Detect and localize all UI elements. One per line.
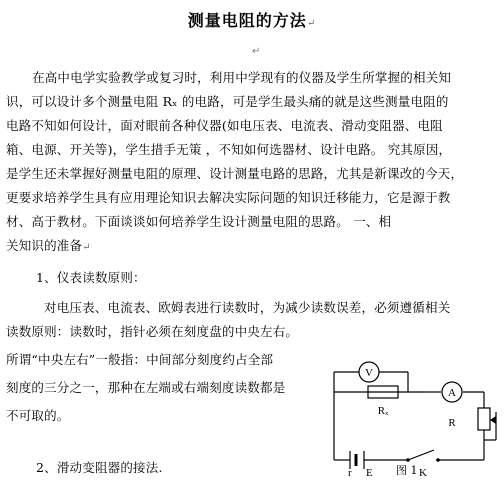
ammeter-label: A [448, 387, 456, 399]
paragraph-line: 刻度的三分之一，那种在左端或右端刻度读数都是 [6, 380, 286, 395]
paragraph-line [6, 238, 500, 256]
figure-caption: 图 1 [396, 464, 418, 477]
rx-label: Rₓ [377, 405, 389, 417]
page-title [0, 8, 504, 31]
section-heading-2: 2、滑动变阻器的接法. [36, 460, 163, 475]
empty-paragraph-mark: ↵ [252, 46, 261, 57]
paragraph-line: 电路不知如何设计，面对眼前各种仪器(如电压表、电流表、滑动变阻器、电阻 [6, 118, 443, 133]
slider-arrow [490, 416, 496, 424]
voltmeter-label: V [365, 367, 373, 379]
paragraph-line: 不可取的。 [6, 408, 70, 423]
section-heading: 关知识的准备 [6, 238, 83, 253]
paragraph-line: 材、高于教材。下面谈谈如何培养学生设计测量电阻的思路。 一、相 [6, 214, 392, 229]
paragraph-line: 读数原则：读数时，指针必须在刻度盘的中央左右。 [6, 324, 299, 339]
switch-contact [436, 458, 440, 462]
paragraph-line: 识，可以设计多个测量电阻 Rₓ 的电路，可是学生最头痛的就是这些测量电阻的 [6, 94, 449, 109]
switch-label: K [419, 467, 427, 479]
internal-resistance-label: r [348, 467, 352, 479]
paragraph-line: 更要求培养学生具有应用理论知识去解决实际问题的知识迁移能力，它是源于教 [6, 190, 451, 205]
paragraph-line: 是学生还未掌握好测量电阻的原理、设计测量电路的思路，尤其是新课改的今天， [6, 166, 464, 181]
paragraph-line: 箱、电源、开关等)，学生措手无策 ，不知如何选器材、设计电路。 究其原因， [6, 142, 452, 157]
paragraph-mark: ↵ [306, 18, 317, 29]
paragraph-mark: ↵ [82, 242, 91, 253]
rheostat-label: R [448, 417, 456, 429]
section-heading-1: 1、仪表读数原则： [36, 270, 146, 285]
paragraph-line: 在高中电学实验教学或复习时，利用中学现有的仪器及学生所掌握的相关知 [32, 70, 452, 85]
paragraph-line: 对电压表、电流表、欧姆表进行读数时，为减少读数误差，必须遵循相关 [44, 300, 451, 315]
circuit-figure [326, 350, 501, 480]
circuit-diagram [326, 350, 501, 480]
paragraph-line: 所谓“中央左右”一般指：中间部分刻度约占全部 [6, 352, 274, 367]
battery-symbol [350, 451, 364, 469]
title-text: 测量电阻的方法 [187, 11, 307, 30]
emf-label: E [366, 467, 373, 479]
